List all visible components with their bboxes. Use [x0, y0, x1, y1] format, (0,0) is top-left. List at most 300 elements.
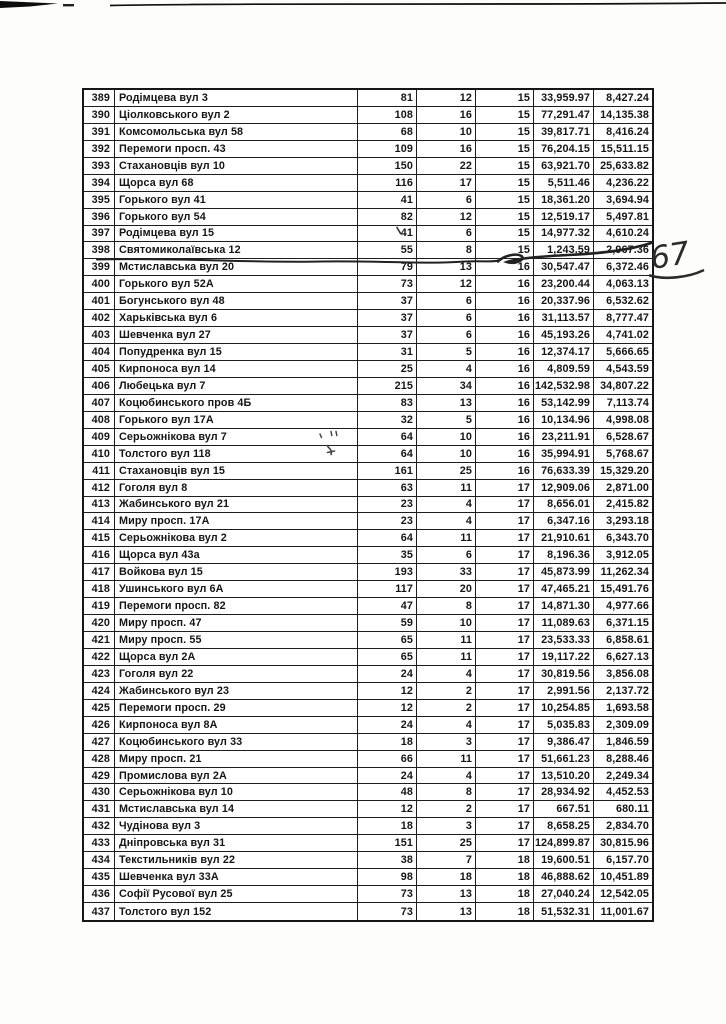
count-cell-1: 193	[358, 564, 417, 580]
amount-cell-2: 8,288.46	[606, 752, 649, 765]
count-cell-2: 4	[417, 666, 476, 682]
row-number-cell: 399	[84, 259, 115, 275]
row-number-cell: 404	[84, 344, 115, 360]
table-row	[84, 412, 652, 429]
table-row	[84, 395, 652, 412]
amount-cell-1: 20,337.96	[534, 293, 594, 309]
rate-cell: 16	[476, 310, 534, 326]
rate-cell: 15	[476, 242, 534, 258]
address-cell: Мстиславська вул 14	[115, 801, 358, 817]
count-cell-2: 4	[417, 361, 476, 377]
count-cell-1: 47	[358, 598, 417, 614]
count-cell-2: 6	[417, 310, 476, 326]
amount-cell-2: 2,309.09	[606, 718, 649, 731]
count-cell-2: 13	[417, 259, 476, 275]
amount-cell-1: 23,533.33	[534, 632, 594, 648]
table-row	[84, 124, 652, 141]
scan-artifact-wedge	[0, 1, 58, 8]
row-number-cell: 407	[84, 395, 115, 411]
amount-cell-1: 10,254.85	[534, 700, 594, 716]
table-row	[84, 158, 652, 175]
amount-cell-2: 10,451.89	[600, 871, 649, 884]
count-cell-2: 16	[417, 141, 476, 157]
amount-cell-2: 6,528.67	[606, 430, 649, 443]
scan-artifact-line-2	[190, 4, 560, 5]
table-row	[84, 903, 652, 920]
count-cell-2: 8	[417, 784, 476, 800]
address-cell: Миру просп. 55	[115, 632, 358, 648]
table-row	[84, 818, 652, 835]
amount-cell-2: 680.11	[615, 803, 649, 816]
table-row	[84, 784, 652, 801]
amount-cell-2: 4,741.02	[606, 329, 649, 342]
table-row	[84, 446, 652, 463]
table-row	[84, 700, 652, 717]
count-cell-1: 48	[358, 784, 417, 800]
rate-cell: 17	[476, 480, 534, 496]
count-cell-1: 109	[358, 141, 417, 157]
table-row	[84, 463, 652, 480]
count-cell-2: 11	[417, 530, 476, 546]
count-cell-2: 11	[417, 751, 476, 767]
count-cell-2: 8	[417, 598, 476, 614]
count-cell-2: 8	[417, 242, 476, 258]
count-cell-2: 6	[417, 293, 476, 309]
table-row	[84, 327, 652, 344]
amount-cell-1: 46,888.62	[534, 869, 594, 885]
count-cell-2: 11	[417, 649, 476, 665]
rate-cell: 17	[476, 632, 534, 648]
row-number-cell: 425	[84, 700, 115, 716]
rate-cell: 17	[476, 818, 534, 834]
rate-cell: 16	[476, 361, 534, 377]
address-cell: Щорса вул 2А	[115, 649, 358, 665]
count-cell-1: 63	[358, 480, 417, 496]
address-cell: Комсомольська вул 58	[115, 124, 358, 140]
row-number-cell: 389	[84, 90, 115, 106]
table-row	[84, 683, 652, 700]
count-cell-2: 10	[417, 429, 476, 445]
address-cell: Ушинського вул 6А	[115, 581, 358, 597]
amount-cell-2: 6,372.46	[606, 261, 649, 274]
amount-cell-2: 30,815.96	[600, 837, 649, 850]
count-cell-1: 12	[358, 683, 417, 699]
count-cell-2: 2	[417, 683, 476, 699]
count-cell-1: 64	[358, 446, 417, 462]
amount-cell-2: 8,777.47	[606, 312, 649, 325]
table-row	[84, 192, 652, 209]
table-row	[84, 649, 652, 666]
row-number-cell: 418	[84, 581, 115, 597]
amount-cell-1: 30,819.56	[534, 666, 594, 682]
amount-cell-2: 4,977.66	[606, 600, 649, 613]
table-row	[84, 90, 652, 107]
count-cell-2: 4	[417, 497, 476, 513]
row-number-cell: 397	[84, 226, 115, 242]
amount-cell-2: 1,693.58	[606, 701, 649, 714]
table-row	[84, 293, 652, 310]
rate-cell: 17	[476, 835, 534, 851]
amount-cell-2: 15,511.15	[600, 142, 649, 155]
row-number-cell: 433	[84, 835, 115, 851]
row-number-cell: 427	[84, 734, 115, 750]
table-row	[84, 497, 652, 514]
count-cell-2: 5	[417, 344, 476, 360]
count-cell-1: 37	[358, 327, 417, 343]
address-cell: Дніпровська вул 31	[115, 835, 358, 851]
table-row	[84, 378, 652, 395]
count-cell-1: 24	[358, 768, 417, 784]
rate-cell: 16	[476, 327, 534, 343]
rate-cell: 17	[476, 717, 534, 733]
address-cell: Харьківська вул 6	[115, 310, 358, 326]
amount-cell-2: 2,871.00	[606, 481, 649, 494]
row-number-cell: 413	[84, 497, 115, 513]
count-cell-1: 64	[358, 429, 417, 445]
rate-cell: 17	[476, 598, 534, 614]
rate-cell: 17	[476, 581, 534, 597]
rate-cell: 16	[476, 259, 534, 275]
count-cell-1: 108	[358, 107, 417, 123]
amount-cell-1: 31,113.57	[534, 310, 594, 326]
amount-cell-1: 23,200.44	[534, 276, 594, 292]
table-row	[84, 615, 652, 632]
amount-cell-1: 18,361.20	[534, 192, 594, 208]
address-cell: Горького вул 41	[115, 192, 358, 208]
amount-cell-2: 4,610.24	[606, 227, 649, 240]
row-number-cell: 400	[84, 276, 115, 292]
count-cell-2: 11	[417, 480, 476, 496]
table-row	[84, 480, 652, 497]
address-cell: Кирпоноса вул 8А	[115, 717, 358, 733]
count-cell-1: 38	[358, 852, 417, 868]
amount-cell-2: 3,293.18	[606, 515, 649, 528]
count-cell-1: 98	[358, 869, 417, 885]
row-number-cell: 419	[84, 598, 115, 614]
rate-cell: 17	[476, 547, 534, 563]
count-cell-2: 10	[417, 446, 476, 462]
row-number-cell: 403	[84, 327, 115, 343]
amount-cell-2: 12,542.05	[600, 888, 649, 901]
amount-cell-1: 33,959.97	[534, 90, 594, 106]
rate-cell: 17	[476, 649, 534, 665]
amount-cell-2: 6,627.13	[606, 650, 649, 663]
amount-cell-1: 2,991.56	[534, 683, 594, 699]
amount-cell-2: 3,912.05	[606, 549, 649, 562]
count-cell-1: 37	[358, 310, 417, 326]
amount-cell-1: 51,532.31	[534, 903, 594, 920]
count-cell-1: 161	[358, 463, 417, 479]
amount-cell-2: 14,135.38	[600, 108, 649, 121]
amount-cell-1: 39,817.71	[534, 124, 594, 140]
table-row	[84, 276, 652, 293]
count-cell-2: 6	[417, 327, 476, 343]
amount-cell-2: 15,491.76	[600, 583, 649, 596]
table-row	[84, 835, 652, 852]
table-row	[84, 717, 652, 734]
count-cell-1: 25	[358, 361, 417, 377]
amount-cell-1: 5,511.46	[534, 175, 594, 191]
address-cell: Текстильників вул 22	[115, 852, 358, 868]
amount-cell-1: 45,873.99	[534, 564, 594, 580]
rate-cell: 16	[476, 344, 534, 360]
address-cell: Шевченка вул 33А	[115, 869, 358, 885]
count-cell-1: 151	[358, 835, 417, 851]
count-cell-2: 6	[417, 226, 476, 242]
row-number-cell: 398	[84, 242, 115, 258]
amount-cell-2: 2,834.70	[606, 820, 649, 833]
rate-cell: 17	[476, 615, 534, 631]
rate-cell: 15	[476, 209, 534, 225]
row-number-cell: 415	[84, 530, 115, 546]
address-cell: Коцюбинського пров 4Б	[115, 395, 358, 411]
count-cell-1: 24	[358, 666, 417, 682]
table-row	[84, 344, 652, 361]
amount-cell-1: 13,510.20	[534, 768, 594, 784]
amount-cell-1: 77,291.47	[534, 107, 594, 123]
amount-cell-1: 8,196.36	[534, 547, 594, 563]
count-cell-1: 117	[358, 581, 417, 597]
count-cell-2: 3	[417, 818, 476, 834]
address-cell: Чудінова вул 3	[115, 818, 358, 834]
count-cell-1: 18	[358, 818, 417, 834]
rate-cell: 15	[476, 158, 534, 174]
rate-cell: 16	[476, 395, 534, 411]
count-cell-2: 12	[417, 90, 476, 106]
amount-cell-2: 8,416.24	[606, 125, 649, 138]
amount-cell-1: 5,035.83	[534, 717, 594, 733]
amount-cell-2: 6,157.70	[606, 854, 649, 867]
amount-cell-1: 6,347.16	[534, 513, 594, 529]
address-cell: Толстого вул 152	[115, 903, 358, 920]
count-cell-1: 73	[358, 886, 417, 902]
count-cell-1: 73	[358, 276, 417, 292]
amount-cell-1: 23,211.91	[534, 429, 594, 445]
rate-cell: 17	[476, 530, 534, 546]
count-cell-1: 55	[358, 242, 417, 258]
rate-cell: 17	[476, 751, 534, 767]
rate-cell: 17	[476, 497, 534, 513]
rate-cell: 15	[476, 175, 534, 191]
count-cell-2: 5	[417, 412, 476, 428]
count-cell-2: 6	[417, 192, 476, 208]
address-cell: Попудренка вул 15	[115, 344, 358, 360]
count-cell-2: 11	[417, 632, 476, 648]
count-cell-2: 3	[417, 734, 476, 750]
count-cell-1: 23	[358, 513, 417, 529]
address-cell: Серьожнікова вул 10	[115, 784, 358, 800]
row-number-cell: 420	[84, 615, 115, 631]
count-cell-2: 10	[417, 124, 476, 140]
row-number-cell: 408	[84, 412, 115, 428]
rate-cell: 18	[476, 903, 534, 920]
count-cell-1: 82	[358, 209, 417, 225]
ledger-table	[82, 88, 654, 922]
amount-cell-1: 30,547.47	[534, 259, 594, 275]
amount-cell-1: 9,386.47	[534, 734, 594, 750]
address-cell: Миру просп. 21	[115, 751, 358, 767]
count-cell-1: 65	[358, 649, 417, 665]
amount-cell-2: 4,998.08	[606, 413, 649, 426]
table-row	[84, 310, 652, 327]
table-row	[84, 429, 652, 446]
address-cell: Кирпоноса вул 14	[115, 361, 358, 377]
table-row	[84, 107, 652, 124]
row-number-cell: 396	[84, 209, 115, 225]
amount-cell-1: 667.51	[534, 801, 594, 817]
rate-cell: 17	[476, 666, 534, 682]
table-row	[84, 175, 652, 192]
amount-cell-1: 11,089.63	[534, 615, 594, 631]
table-row	[84, 768, 652, 785]
amount-cell-2: 6,858.61	[606, 634, 649, 646]
address-cell: Коцюбинського вул 33	[115, 734, 358, 750]
row-number-cell: 431	[84, 801, 115, 817]
row-number-cell: 435	[84, 869, 115, 885]
count-cell-1: 150	[358, 158, 417, 174]
address-cell: Стахановців вул 10	[115, 158, 358, 174]
table-row	[84, 242, 652, 259]
table-row	[84, 361, 652, 378]
amount-cell-2: 8,427.24	[606, 91, 649, 104]
amount-cell-2: 34,807.22	[600, 379, 649, 392]
table-row	[84, 869, 652, 886]
count-cell-2: 18	[417, 869, 476, 885]
table-row	[84, 259, 652, 276]
rate-cell: 17	[476, 683, 534, 699]
rate-cell: 16	[476, 463, 534, 479]
count-cell-2: 25	[417, 835, 476, 851]
amount-cell-1: 12,519.17	[534, 209, 594, 225]
amount-cell-1: 47,465.21	[534, 581, 594, 597]
row-number-cell: 410	[84, 446, 115, 462]
row-number-cell: 437	[84, 903, 115, 920]
address-cell: Ціолковського вул 2	[115, 107, 358, 123]
row-number-cell: 434	[84, 852, 115, 868]
count-cell-1: 81	[358, 90, 417, 106]
amount-cell-1: 8,658.25	[534, 818, 594, 834]
count-cell-1: 83	[358, 395, 417, 411]
row-number-cell: 436	[84, 886, 115, 902]
count-cell-2: 6	[417, 547, 476, 563]
address-cell: Любецька вул 7	[115, 378, 358, 394]
count-cell-2: 17	[417, 175, 476, 191]
address-cell: Жабинського вул 23	[115, 683, 358, 699]
rate-cell: 16	[476, 412, 534, 428]
amount-cell-1: 51,661.23	[534, 751, 594, 767]
amount-cell-1: 12,909.06	[534, 480, 594, 496]
table-row	[84, 886, 652, 903]
table-row	[84, 226, 652, 243]
count-cell-1: 79	[358, 259, 417, 275]
address-cell: Перемоги просп. 43	[115, 141, 358, 157]
count-cell-2: 12	[417, 209, 476, 225]
rate-cell: 15	[476, 107, 534, 123]
row-number-cell: 393	[84, 158, 115, 174]
count-cell-2: 16	[417, 107, 476, 123]
table-row	[84, 751, 652, 768]
rate-cell: 17	[476, 784, 534, 800]
row-number-cell: 414	[84, 513, 115, 529]
count-cell-1: 31	[358, 344, 417, 360]
rate-cell: 15	[476, 192, 534, 208]
table-row	[84, 734, 652, 751]
amount-cell-1: 27,040.24	[534, 886, 594, 902]
count-cell-2: 2	[417, 700, 476, 716]
amount-cell-2: 4,236.22	[606, 176, 649, 189]
count-cell-1: 12	[358, 801, 417, 817]
row-number-cell: 432	[84, 818, 115, 834]
row-number-cell: 390	[84, 107, 115, 123]
scan-artifact-dash	[63, 4, 74, 6]
rate-cell: 16	[476, 446, 534, 462]
amount-cell-1: 142,532.98	[534, 378, 594, 394]
rate-cell: 16	[476, 429, 534, 445]
amount-cell-2: 11,262.34	[600, 566, 649, 579]
amount-cell-1: 35,994.91	[534, 446, 594, 462]
amount-cell-2: 7,113.74	[606, 396, 649, 409]
address-cell: Щорса вул 43а	[115, 547, 358, 563]
row-number-cell: 406	[84, 378, 115, 394]
count-cell-2: 7	[417, 852, 476, 868]
address-cell: Перемоги просп. 82	[115, 598, 358, 614]
address-cell: Миру просп. 47	[115, 615, 358, 631]
address-cell: Горького вул 17А	[115, 412, 358, 428]
rate-cell: 18	[476, 869, 534, 885]
rate-cell: 18	[476, 886, 534, 902]
count-cell-1: 65	[358, 632, 417, 648]
count-cell-2: 2	[417, 801, 476, 817]
count-cell-1: 24	[358, 717, 417, 733]
table-row	[84, 530, 652, 547]
amount-cell-1: 28,934.92	[534, 784, 594, 800]
rate-cell: 15	[476, 90, 534, 106]
address-cell: Мстиславська вул 20	[115, 259, 358, 275]
rate-cell: 17	[476, 768, 534, 784]
rate-cell: 17	[476, 564, 534, 580]
count-cell-2: 4	[417, 513, 476, 529]
amount-cell-1: 1,243.59	[534, 242, 594, 258]
row-number-cell: 392	[84, 141, 115, 157]
count-cell-1: 41	[358, 226, 417, 242]
count-cell-1: 18	[358, 734, 417, 750]
address-cell: Святомиколаївська 12	[115, 242, 358, 258]
table-row	[84, 564, 652, 581]
amount-cell-2: 11,001.67	[600, 905, 649, 918]
amount-cell-2: 2,137.72	[606, 684, 649, 697]
table-row	[84, 547, 652, 564]
row-number-cell: 429	[84, 768, 115, 784]
address-cell: Жабинського вул 21	[115, 497, 358, 513]
address-cell: Горького вул 52А	[115, 276, 358, 292]
row-number-cell: 422	[84, 649, 115, 665]
row-number-cell: 430	[84, 784, 115, 800]
amount-cell-2: 6,532.62	[606, 295, 649, 308]
amount-cell-2: 5,768.67	[606, 447, 649, 460]
count-cell-2: 25	[417, 463, 476, 479]
amount-cell-1: 124,899.87	[534, 835, 594, 851]
address-cell: Промислова вул 2А	[115, 768, 358, 784]
count-cell-2: 4	[417, 717, 476, 733]
row-number-cell: 421	[84, 632, 115, 648]
rate-cell: 17	[476, 801, 534, 817]
amount-cell-2: 2,967.36	[606, 244, 649, 257]
count-cell-1: 66	[358, 751, 417, 767]
address-cell: Родімцева вул 3	[115, 90, 358, 106]
table-row	[84, 801, 652, 818]
amount-cell-2: 25,633.82	[600, 159, 649, 172]
row-number-cell: 402	[84, 310, 115, 326]
